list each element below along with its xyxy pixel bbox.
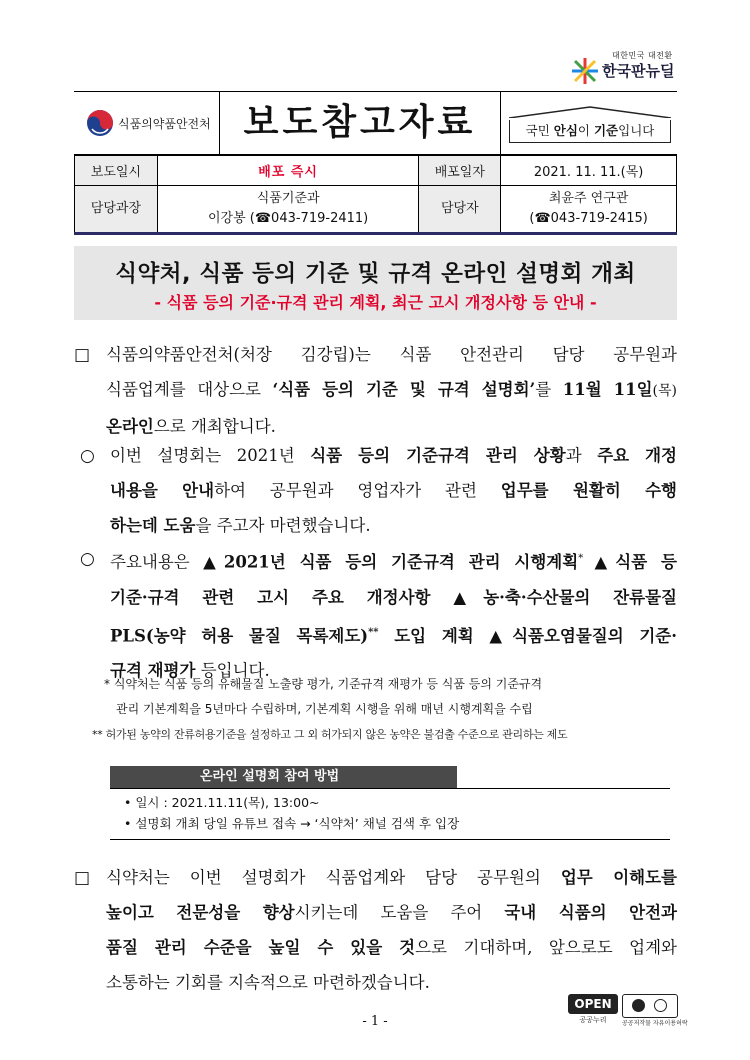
square-bullet: □ [74, 345, 91, 365]
circle-bullet: ○ [80, 549, 95, 569]
person-icon [632, 999, 645, 1012]
footnote-1-cont: 관리 기본계획을 5년마다 수립하며, 기본계획 시행을 위해 매년 시행계획을 수립 [116, 702, 533, 716]
slogan-text: 국민 안심이 기준입니다 [509, 120, 671, 143]
release-label: 보도일시 [75, 156, 158, 186]
headline-subtitle: - 식품 등의 기준·규격 관리 계획, 최근 고시 개정사항 등 안내 - [154, 293, 597, 312]
online-access-line: • 설명회 개최 당일 유튜브 접속 → ‘식약처’ 채널 검색 후 입장 [124, 816, 460, 831]
online-box [110, 788, 670, 840]
house-roof-icon [509, 106, 671, 118]
staff-label: 담당자 [419, 186, 501, 234]
page-number: - 1 - [362, 1014, 388, 1029]
paragraph-1: 식품의약품안전처(처장 김강립)는 식품 안전관리 담당 공무원과 식품업계를 대상으로 ‘식품 등의 기준 및 규격 설명회’를 11월 11일(목) 온라인으로 개최합니다. [106, 345, 677, 436]
document-type-title: 보도참고자료 [220, 92, 501, 154]
new-deal-main: 한국판뉴딜 [602, 62, 675, 80]
open-label: OPEN [568, 994, 618, 1014]
release-value: 배포 즉시 [157, 156, 419, 186]
agency-name: 식품의약품안전처 [118, 117, 211, 131]
open-sub1: 공공누리 [579, 1016, 607, 1024]
square-bullet: □ [74, 868, 91, 888]
staff-value: 최윤주 연구관 (☎043-719-2415) [501, 186, 677, 234]
footnote-1: * 식약처는 식품 등의 유해물질 노출량 평가, 기준규격 재평가 등 식품 등의 기준규격 [104, 677, 543, 691]
taegeuk-emblem-icon [86, 109, 114, 137]
dist-date-value: 2021. 11. 11.(목) [501, 156, 677, 186]
press-info-table [74, 155, 677, 235]
circle-bullet: ○ [80, 446, 95, 466]
dept-value: 식품기준과 이강봉 (☎043-719-2411) [157, 186, 419, 234]
paragraph-4: 식약처는 이번 설명회가 식품업계와 담당 공무원의 업무 이해도를 높이고 전문성을 향상시키는데 도움을 주어 국내 식품의 안전과 품질 관리 수준을 높일 수 있을 것으로 기대하며, 앞으로도 업계와 소통하는 기회를 지속적으로 마련하겠습니다. [106, 868, 677, 992]
korea-new-deal-logo [568, 50, 688, 90]
paragraph-2: 이번 설명회는 2021년 식품 등의 기준규격 관리 상황과 주요 개정 내용을 안내하여 공무원과 영업자가 관련 업무를 원활히 수행 하는데 도움을 주고자 마련했습니다. [110, 446, 677, 535]
open-sub2: 공공저작물 자유이용허락 [622, 1020, 688, 1027]
new-deal-star-icon [570, 56, 600, 86]
circle-icon [654, 999, 667, 1012]
dist-date-label: 배포일자 [419, 156, 501, 186]
online-box-header: 온라인 설명회 참여 방법 [110, 766, 457, 788]
headline-band [74, 246, 677, 320]
online-date-line: • 일시 : 2021.11.11(목), 13:00~ [124, 795, 320, 810]
new-deal-sub: 대한민국 대전환 [612, 51, 673, 60]
dept-label: 담당과장 [75, 186, 158, 234]
paragraph-3: 주요내용은 ▲2021년 식품 등의 기준규격 관리 시행계획* ▲식품 등 기준·규격 관련 고시 주요 개정사항 ▲농·축·수산물의 잔류물질 PLS(농약 허용 물질 목록제도)** 도입 계획 ▲식품오염물질의 기준· 규격 재평가 등입니다. [110, 552, 677, 680]
agency-logo [74, 92, 220, 154]
headline-title: 식약처, 식품 등의 기준 및 규격 온라인 설명회 개최 [115, 261, 636, 287]
press-header [74, 91, 677, 155]
slogan-logo [501, 92, 677, 154]
footnote-2: ** 허가된 농약의 잔류허용기준을 설정하고 그 외 허가되지 않은 농약은 불검출 수준으로 관리하는 제도 [92, 728, 568, 741]
